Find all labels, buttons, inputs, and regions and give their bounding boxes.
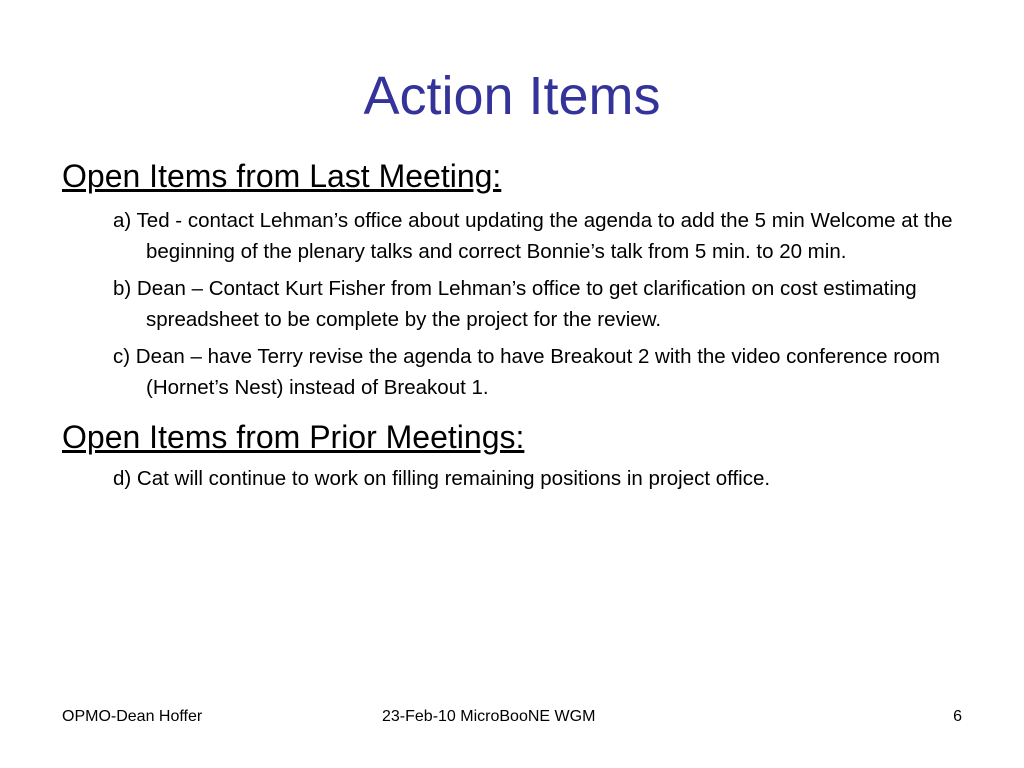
action-item-d: d) Cat will continue to work on filling remaining positions in project office. — [113, 467, 771, 490]
section-heading-last-meeting: Open Items from Last Meeting: — [62, 158, 502, 194]
last-meeting-item-list — [62, 205, 982, 403]
prior-meetings-item-list — [62, 463, 982, 494]
action-item-a: a) Ted - contact Lehman’s office about updating the agenda to add the 5 min Welcome at the beginning of the plenary talks and correct Bonnie’s talk from 5 min. to 20 min. — [113, 209, 953, 263]
slide-title: Action Items — [363, 66, 661, 126]
action-item-c: c) Dean – have Terry revise the agenda to have Breakout 2 with the video conference room (Hornet’s Nest) instead of Breakout 1. — [113, 345, 940, 399]
slide-content — [62, 156, 982, 500]
footer-author: OPMO-Dean Hoffer — [62, 708, 203, 725]
footer-date-event: 23-Feb-10 MicroBooNE WGM — [382, 708, 596, 725]
footer-page-number: 6 — [953, 708, 962, 725]
action-item-b: b) Dean – Contact Kurt Fisher from Lehman’s office to get clarification on cost estimating spreadsheet to be complete by the project for the review. — [113, 277, 917, 331]
section-heading-prior-meetings: Open Items from Prior Meetings: — [62, 419, 525, 455]
